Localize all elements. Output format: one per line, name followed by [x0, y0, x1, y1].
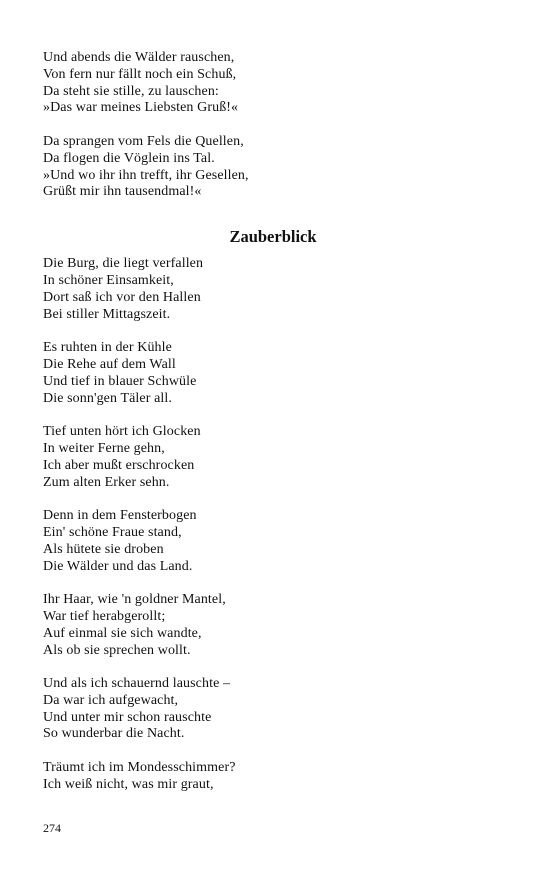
stanza [43, 760, 503, 794]
verse-line: Ihr Haar, wie 'n goldner Mantel, [43, 592, 226, 608]
verse-line: War tief herabgerollt; [43, 608, 166, 624]
poem-title: Zauberblick [229, 227, 317, 247]
verse-line: Da flogen die Vöglein ins Tal. [43, 150, 215, 166]
verse-line: Dort saß ich vor den Hallen [43, 289, 201, 305]
verse-line: »Und wo ihr ihn trefft, ihr Gesellen, [43, 167, 249, 183]
verse-line: Ich aber mußt erschrocken [43, 457, 195, 473]
verse-line: Und tief in blauer Schwüle [43, 373, 197, 389]
verse-line: Auf einmal sie sich wandte, [43, 625, 202, 641]
verse-line: »Das war meines Liebsten Gruß!« [43, 100, 239, 116]
verse-line: In weiter Ferne gehn, [43, 440, 165, 456]
stanza [43, 676, 503, 743]
verse-line: Die Burg, die liegt verfallen [43, 256, 204, 272]
page-number: 274 [43, 821, 61, 835]
verse-line: Ich weiß nicht, was mir graut, [43, 776, 214, 792]
stanza [43, 592, 503, 659]
poem-zauberblick [43, 227, 503, 794]
book-page [43, 50, 503, 810]
verse-line: Und als ich schauernd lauschte – [43, 676, 231, 692]
verse-line: Zum alten Erker sehn. [43, 474, 170, 490]
verse-line: In schöner Einsamkeit, [43, 272, 174, 288]
stanza [43, 256, 503, 323]
verse-line: Die Wälder und das Land. [43, 558, 193, 574]
verse-line: Denn in dem Fensterbogen [43, 508, 197, 524]
verse-line: Und abends die Wälder rauschen, [43, 50, 235, 65]
stanza [43, 50, 503, 117]
verse-line: Als hütete sie droben [43, 541, 164, 557]
verse-line: Da sprangen vom Fels die Quellen, [43, 133, 244, 149]
verse-line: Grüßt mir ihn tausendmal!« [43, 184, 202, 200]
verse-line: Bei stiller Mittagszeit. [43, 306, 171, 322]
verse-line: So wunderbar die Nacht. [43, 726, 185, 742]
stanza [43, 134, 503, 201]
verse-line: Als ob sie sprechen wollt. [43, 642, 191, 658]
verse-line: Tief unten hört ich Glocken [43, 424, 201, 440]
poem-continued [43, 50, 503, 201]
verse-line: Die sonn'gen Täler all. [43, 390, 172, 406]
verse-line: Da war ich aufgewacht, [43, 692, 179, 708]
verse-line: Die Rehe auf dem Wall [43, 356, 176, 372]
verse-line: Von fern nur fällt noch ein Schuß, [43, 66, 237, 82]
verse-line: Träumt ich im Mondesschimmer? [43, 760, 236, 776]
stanza [43, 340, 503, 407]
stanza [43, 508, 503, 575]
verse-line: Es ruhten in der Kühle [43, 340, 172, 356]
verse-line: Und unter mir schon rauschte [43, 709, 212, 725]
verse-line: Da steht sie stille, zu lauschen: [43, 83, 219, 99]
stanza [43, 424, 503, 491]
verse-line: Ein' schöne Fraue stand, [43, 524, 182, 540]
